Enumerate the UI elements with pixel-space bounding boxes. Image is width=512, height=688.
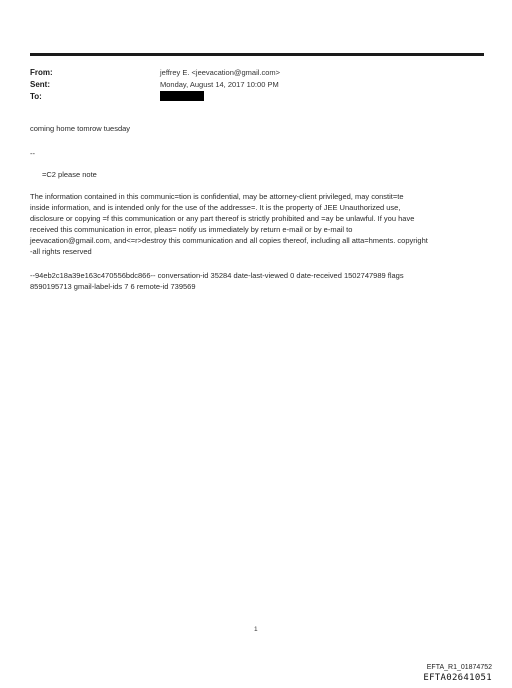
reference-id: EFTA_R1_01874752 [426,664,492,671]
header-divider [30,53,484,56]
sent-label: Sent: [30,80,50,89]
redaction-box [160,91,204,101]
message-text: coming home tomrow tuesday [30,124,131,133]
page-number: 1 [254,626,258,633]
metadata-line: 8590195713 gmail-label-ids 7 6 remote-id 739569 [30,282,196,291]
to-label: To: [30,92,42,101]
disclaimer-line: -all rights reserved [30,247,92,256]
sent-value: Monday, August 14, 2017 10:00 PM [160,80,279,89]
metadata-line: --94eb2c18a39e163c470556bdc866-- conversation-id 35284 date-last-viewed 0 date-received 1502747989 flags [30,271,404,280]
bates-number: EFTA02641051 [423,673,492,683]
from-label: From: [30,68,53,77]
from-value: jeffrey E. <jeevacation@gmail.com> [160,68,281,77]
disclaimer-line: jeevacation@gmail.com, and<=r>destroy this communication and all copies thereof, including all atta=hments. copyright [30,236,428,245]
disclaimer-line: The information contained in this communic=tion is confidential, may be attorney-client privileged, may constit=te [30,192,404,201]
note-text: =C2 please note [42,170,97,179]
separator-text: -- [30,149,35,158]
disclaimer-line: received this communication in error, pleas= notify us immediately by return e-mail or by e-mail to [30,225,353,234]
disclaimer-line: disclosure or copying =f this communication or any part thereof is strictly prohibited and =ay be unlawful. If you have [30,214,415,223]
disclaimer-line: inside information, and is intended only for the use of the addresse=. It is the property of JEE Unauthorized use, [30,203,401,212]
